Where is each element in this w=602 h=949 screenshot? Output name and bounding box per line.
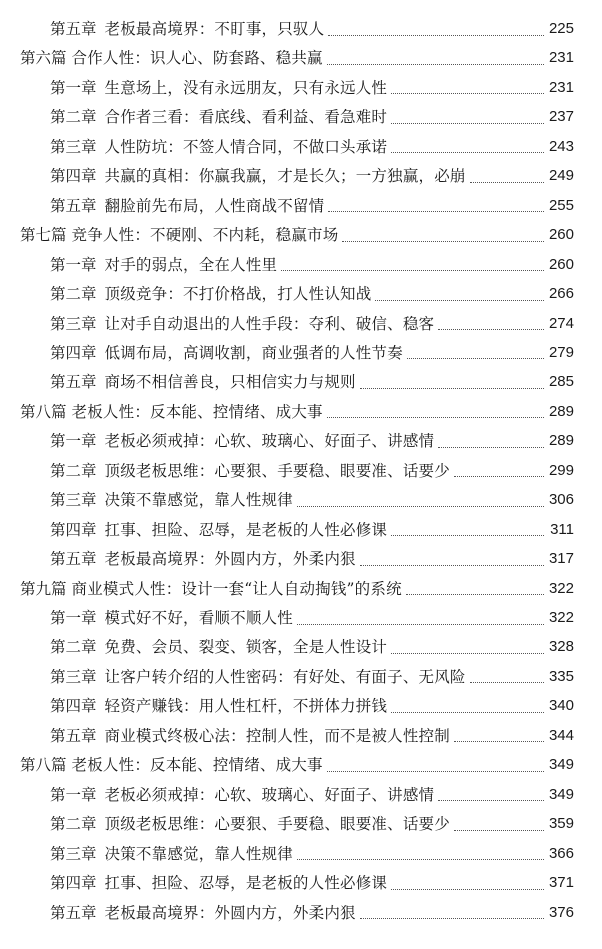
toc-chapter-entry[interactable] [0,280,602,308]
dot-leader [454,741,544,742]
dot-leader [297,624,544,625]
page-number: 274 [548,314,574,332]
chapter-number: 第五章 [50,196,97,215]
page-number: 243 [548,137,574,155]
chapter-title: 让客户转介绍的人性密码：有好处、有面子、无风险 [104,667,466,686]
page-number: 266 [548,285,574,303]
page-number: 289 [548,432,574,450]
toc-chapter-entry[interactable] [0,103,602,131]
dot-leader [281,270,544,271]
chapter-number: 第二章 [50,461,97,480]
chapter-number: 第二章 [50,815,97,834]
chapter-title: 扛事、担险、忍辱，是老板的人性必修课 [104,874,388,893]
chapter-title: 翻脸前先布局，人性商战不留情 [104,196,325,215]
page-number: 359 [548,815,574,833]
dot-leader [454,476,544,477]
page-number: 349 [548,756,574,774]
chapter-title: 合作者三看：看底线、看利益、看急难时 [104,108,388,127]
toc-part-entry[interactable] [0,398,602,426]
page-number: 328 [548,638,574,656]
page-number: 371 [548,874,574,892]
chapter-number: 第五章 [50,373,97,392]
chapter-title: 决策不靠感觉，靠人性规律 [104,491,293,510]
page-number: 255 [548,196,574,214]
chapter-number: 第一章 [50,255,97,274]
chapter-number: 第五章 [50,550,97,569]
dot-leader [328,211,544,212]
toc-chapter-entry[interactable] [0,15,602,43]
toc-chapter-entry[interactable] [0,486,602,514]
toc-chapter-entry[interactable] [0,427,602,455]
chapter-number: 第二章 [50,285,97,304]
chapter-number: 第一章 [50,609,97,627]
chapter-title: 顶级竞争：不打价格战，打人性认知战 [104,285,372,304]
dot-leader [470,182,544,183]
toc-chapter-entry[interactable] [0,781,602,809]
dot-leader [327,417,544,418]
chapter-number: 第二章 [50,108,97,127]
part-title: 商业模式人性：设计一套“让人自动掏钱”的系统 [71,579,402,598]
toc-chapter-entry[interactable] [0,722,602,750]
toc-chapter-entry[interactable] [0,133,602,161]
page-number: 376 [548,903,574,921]
part-title: 竞争人性：不硬刚、不内耗，稳赢市场 [71,226,339,245]
chapter-number: 第四章 [50,874,97,893]
part-number: 第六篇 [20,49,67,68]
chapter-number: 第四章 [50,343,97,362]
dot-leader [360,565,544,566]
toc-chapter-entry[interactable] [0,162,602,190]
chapter-number: 第一章 [50,785,97,804]
dot-leader [375,300,544,301]
page-number: 317 [548,550,574,568]
page-number: 366 [548,844,574,862]
part-title: 合作人性：识人心、防套路、稳共赢 [71,49,323,68]
part-number: 第九篇 [20,579,67,598]
dot-leader [391,152,544,153]
toc-chapter-entry[interactable] [0,633,602,661]
dot-leader [328,35,544,36]
dot-leader [438,800,544,801]
page-number: 260 [548,226,574,244]
dot-leader [407,358,544,359]
page-number: 279 [548,343,574,361]
chapter-number: 第一章 [50,432,97,451]
chapter-number: 第四章 [50,167,97,186]
dot-leader [454,830,544,831]
dot-leader [327,64,544,65]
toc-part-entry[interactable] [0,575,602,603]
page-number: 289 [548,402,574,420]
chapter-title: 生意场上，没有永远朋友，只有永远人性 [104,78,388,97]
dot-leader [391,712,544,713]
toc-chapter-entry[interactable] [0,192,602,220]
chapter-number: 第三章 [50,844,97,863]
toc-chapter-entry[interactable] [0,339,602,367]
page-number: 260 [548,255,574,273]
chapter-number: 第三章 [50,137,97,156]
toc-chapter-entry[interactable] [0,457,602,485]
dot-leader [438,447,544,448]
chapter-number: 第五章 [50,20,97,38]
toc-chapter-entry[interactable] [0,74,602,102]
dot-leader [438,329,544,330]
chapter-number: 第三章 [50,314,97,333]
part-title: 老板人性：反本能、控情绪、成大事 [71,402,323,421]
page-number: 340 [548,697,574,715]
chapter-title: 老板最高境界：不盯事，只驭人 [104,20,325,38]
chapter-number: 第五章 [50,726,97,745]
chapter-number: 第四章 [50,697,97,716]
chapter-title: 老板必须戒掉：心软、玻璃心、好面子、讲感情 [104,785,435,804]
chapter-number: 第二章 [50,638,97,657]
toc-chapter-entry[interactable] [0,545,602,573]
dot-leader [342,241,544,242]
page-number: 322 [548,609,574,626]
part-title: 老板人性：反本能、控情绪、成大事 [71,756,323,775]
page-number: 311 [550,520,574,538]
chapter-number: 第三章 [50,667,97,686]
dot-leader [360,388,544,389]
chapter-title: 决策不靠感觉，靠人性规律 [104,844,293,863]
toc-chapter-entry[interactable] [0,810,602,838]
dot-leader [297,859,544,860]
dot-leader [391,93,544,94]
chapter-title: 免费、会员、裂变、锁客，全是人性设计 [104,638,388,657]
dot-leader [391,123,544,124]
toc-chapter-entry[interactable] [0,604,602,632]
part-number: 第八篇 [20,756,67,775]
dot-leader [297,506,544,507]
chapter-title: 顶级老板思维：心要狠、手要稳、眼要准、话要少 [104,815,450,834]
toc-chapter-entry[interactable] [0,310,602,338]
page-number: 344 [548,726,574,744]
chapter-title: 让对手自动退出的人性手段：夺利、破信、稳客 [104,314,435,333]
toc-chapter-entry[interactable] [0,663,602,691]
page-number: 335 [548,667,574,685]
page-number: 299 [548,461,574,479]
toc-chapter-entry[interactable] [0,368,602,396]
chapter-title: 低调布局，高调收割，商业强者的人性节奏 [104,343,403,362]
chapter-title: 老板最高境界：外圆内方，外柔内狠 [104,550,356,569]
page-number: 349 [548,785,574,803]
page-number: 285 [548,373,574,391]
chapter-title: 对手的弱点，全在人性里 [104,255,278,274]
chapter-title: 共赢的真相：你赢我赢，才是长久；一方独赢，必崩 [104,167,466,186]
part-number: 第七篇 [20,226,67,245]
chapter-title: 模式好不好，看顺不顺人性 [104,609,293,627]
chapter-title: 商业模式终极心法：控制人性，而不是被人性控制 [104,726,450,745]
dot-leader [360,918,544,919]
chapter-number: 第三章 [50,491,97,510]
part-number: 第八篇 [20,402,67,421]
chapter-title: 老板必须戒掉：心软、玻璃心、好面子、讲感情 [104,432,435,451]
chapter-number: 第五章 [50,903,97,922]
toc-part-entry[interactable] [0,221,602,249]
chapter-number: 第一章 [50,78,97,97]
page-number: 306 [548,491,574,509]
page-number: 225 [548,20,574,37]
page-number: 231 [548,49,574,67]
page-number: 322 [548,579,574,597]
chapter-title: 商场不相信善良，只相信实力与规则 [104,373,356,392]
toc-chapter-entry[interactable] [0,516,602,544]
dot-leader [470,682,544,683]
chapter-title: 扛事、担险、忍辱，是老板的人性必修课 [104,520,388,539]
toc-part-entry[interactable] [0,751,602,779]
toc-chapter-entry[interactable] [0,692,602,720]
chapter-title: 人性防坑：不签人情合同，不做口头承诺 [104,137,388,156]
toc-chapter-entry[interactable] [0,899,602,927]
dot-leader [406,594,544,595]
dot-leader [391,535,544,536]
toc-part-entry[interactable] [0,44,602,72]
page-number: 231 [548,78,574,96]
toc-chapter-entry[interactable] [0,869,602,897]
chapter-number: 第四章 [50,520,97,539]
chapter-title: 轻资产赚钱：用人性杠杆，不拼体力拼钱 [104,697,388,716]
toc-chapter-entry[interactable] [0,840,602,868]
chapter-title: 老板最高境界：外圆内方，外柔内狠 [104,903,356,922]
toc-chapter-entry[interactable] [0,251,602,279]
dot-leader [391,653,544,654]
dot-leader [391,889,544,890]
dot-leader [327,771,544,772]
chapter-title: 顶级老板思维：心要狠、手要稳、眼要准、话要少 [104,461,450,480]
page-number: 249 [548,167,574,185]
page-number: 237 [548,108,574,126]
